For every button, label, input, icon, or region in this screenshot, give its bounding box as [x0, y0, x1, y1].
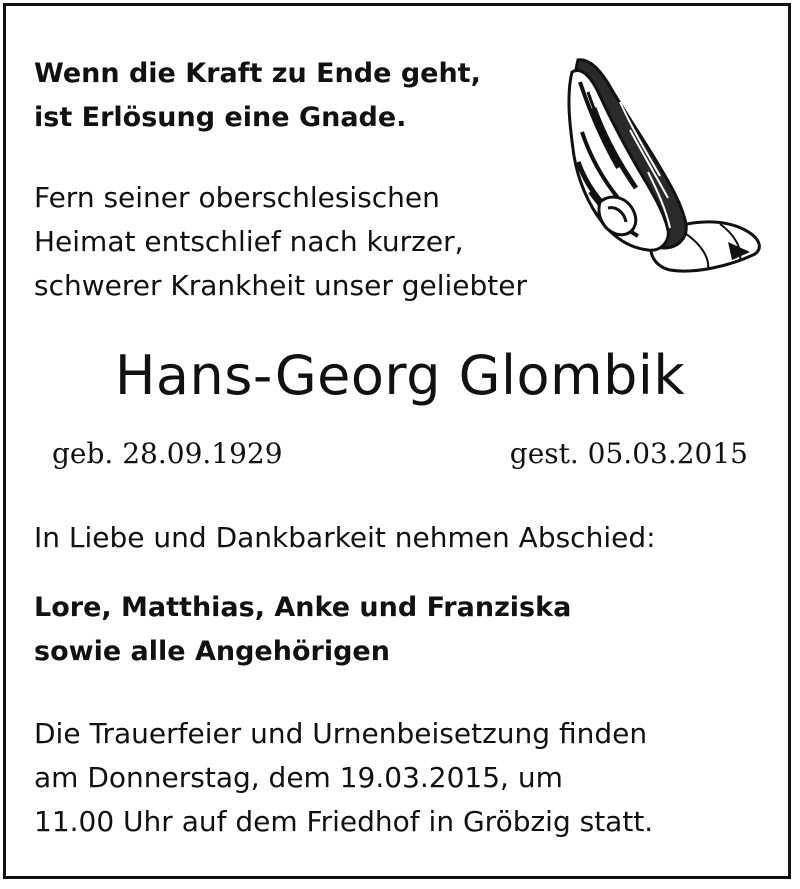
farewell-text: In Liebe und Dankbarkeit nehmen Abschied:	[34, 521, 656, 554]
deceased-name: Hans-Georg Glombik	[114, 344, 686, 407]
praying-hands-icon	[560, 52, 770, 277]
motto-text: Wenn die Kraft zu Ende geht, ist Erlösung eine Gnade.	[34, 58, 481, 133]
death-date: gest. 05.03.2015	[509, 437, 748, 470]
birth-date: geb. 28.09.1929	[52, 437, 283, 470]
service-details: Die Trauerfeier und Urnenbeisetzung finden am Donnerstag, dem 19.03.2015, um 11.00 Uhr auf dem Friedhof in Gröbzig statt.	[34, 717, 654, 838]
intro-text: Fern seiner oberschlesischen Heimat entschlief nach kurzer, schwerer Krankheit unser geliebter	[34, 181, 528, 302]
mourners-text: Lore, Matthias, Anke und Franziska sowie alle Angehörigen	[34, 592, 572, 667]
